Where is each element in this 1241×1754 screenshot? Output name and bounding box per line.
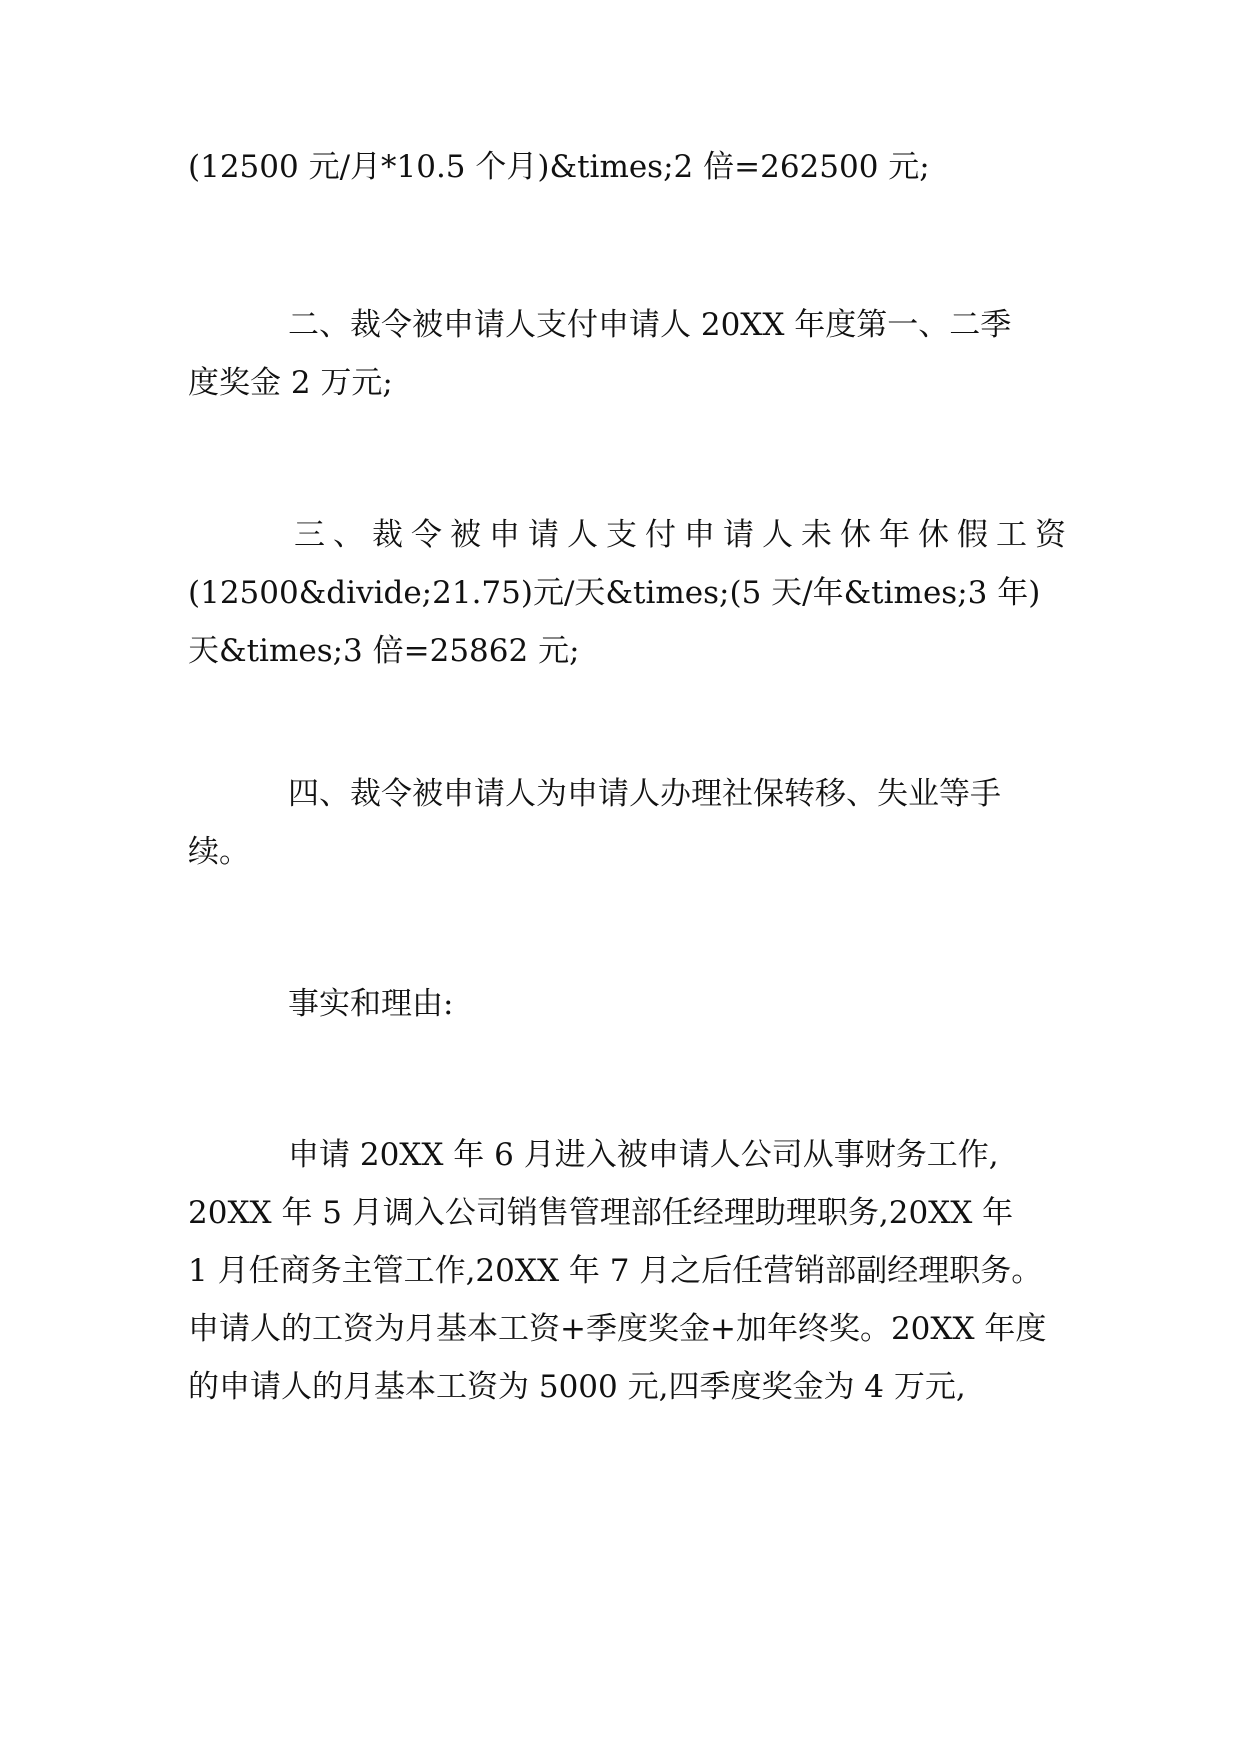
text-line: 申请人的工资为月基本工资+季度奖金+加年终奖。20XX 年度 (188, 1311, 1047, 1347)
text-line: 申请 20XX 年 6 月进入被申请人公司从事财务工作, (288, 1137, 999, 1173)
text-line: 事实和理由: (288, 986, 454, 1022)
paragraph-claim-3 (188, 506, 1074, 680)
text-line: 度奖金 2 万元; (188, 365, 393, 401)
text-line: 二、裁令被申请人支付申请人 20XX 年度第一、二季 (288, 307, 1012, 343)
facts-heading (188, 975, 1058, 1033)
paragraph-claim-4 (188, 765, 1058, 881)
text-line: 天&times;3 倍=25862 元; (188, 633, 580, 669)
text-line: 三、裁令被申请人支付申请人未休年休假工资 (294, 517, 1074, 553)
text-line: 四、裁令被申请人为申请人办理社保转移、失业等手 (288, 776, 1001, 812)
text-line: 1 月任商务主管工作,20XX 年 7 月之后任营销部副经理职务。 (188, 1253, 1043, 1289)
text-line: (12500 元/月*10.5 个月)&times;2 倍=262500 元; (188, 149, 930, 185)
text-line: 的申请人的月基本工资为 5000 元,四季度奖金为 4 万元, (188, 1369, 966, 1405)
text-line: 续。 (188, 834, 250, 870)
text-line: 20XX 年 5 月调入公司销售管理部任经理助理职务,20XX 年 (188, 1195, 1014, 1231)
paragraph-facts-body (188, 1126, 1058, 1416)
text-line: (12500&divide;21.75)元/天&times;(5 天/年&times;3 年) (188, 575, 1041, 611)
paragraph-claim-2 (188, 296, 1058, 412)
paragraph-calc-double-wage (188, 138, 1058, 196)
